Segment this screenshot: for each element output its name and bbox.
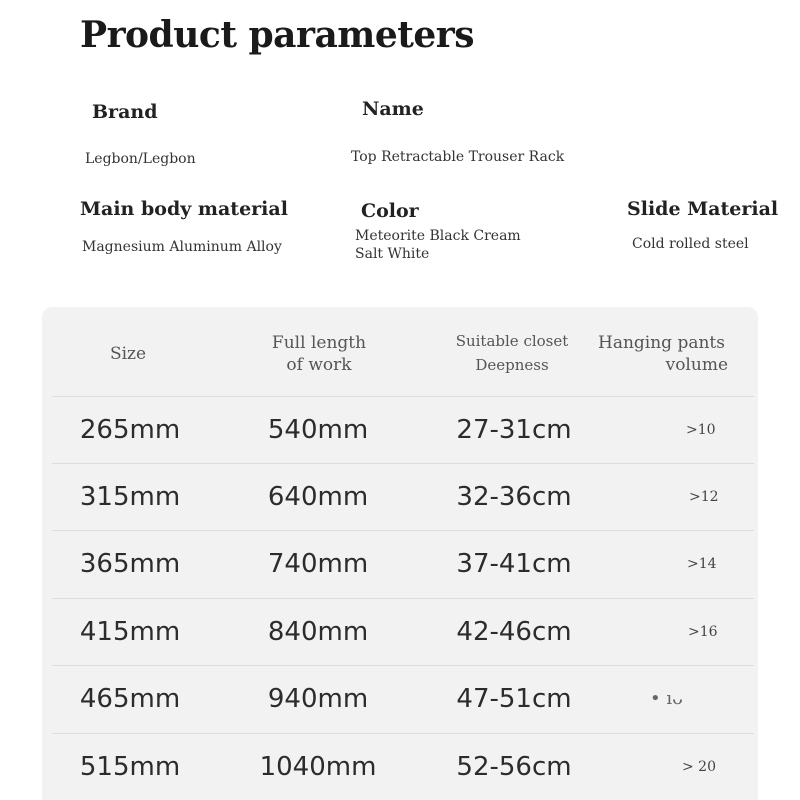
depth-cell: 47-51cm	[456, 684, 572, 714]
table-row	[52, 598, 754, 664]
color-value-line2: Salt White	[355, 246, 430, 262]
length-cell: 740mm	[267, 549, 369, 579]
volume-cell: >10	[686, 422, 716, 438]
depth-cell: 42-46cm	[456, 617, 572, 647]
table-row	[52, 665, 754, 731]
header-closet-line2: Deepness	[475, 356, 549, 374]
brand-label: Brand	[92, 101, 158, 123]
depth-cell: 27-31cm	[456, 415, 572, 445]
color-label: Color	[361, 200, 419, 222]
volume-cell: >16	[688, 624, 718, 640]
size-cell: 515mm	[79, 752, 181, 782]
volume-cell: >14	[687, 556, 717, 572]
header-full-length-line2: of work	[286, 355, 352, 375]
table-row	[52, 463, 754, 529]
volume-cell: • ıᴗ	[650, 688, 683, 709]
slide-material-label: Slide Material	[627, 198, 779, 220]
header-closet-line1: Suitable closet	[455, 332, 569, 350]
length-cell: 640mm	[267, 482, 369, 512]
name-value: Top Retractable Trouser Rack	[351, 149, 565, 165]
header-volume-line2: volume	[665, 355, 728, 375]
material-label: Main body material	[80, 198, 288, 220]
slide-material-value: Cold rolled steel	[632, 236, 749, 252]
table-row	[52, 530, 754, 596]
volume-cell: >12	[689, 489, 719, 505]
length-cell: 840mm	[267, 617, 369, 647]
header-size: Size	[109, 344, 147, 364]
page-title: Product parameters	[80, 14, 475, 56]
size-cell: 415mm	[79, 617, 181, 647]
size-cell: 365mm	[79, 549, 181, 579]
depth-cell: 32-36cm	[456, 482, 572, 512]
length-cell: 540mm	[267, 415, 369, 445]
depth-cell: 37-41cm	[456, 549, 572, 579]
depth-cell: 52-56cm	[456, 752, 572, 782]
material-value: Magnesium Aluminum Alloy	[82, 239, 282, 255]
table-row	[52, 396, 754, 462]
name-label: Name	[362, 98, 424, 120]
size-cell: 265mm	[79, 415, 181, 445]
header-volume-line1: Hanging pants	[598, 333, 725, 353]
length-cell: 940mm	[267, 684, 369, 714]
length-cell: 1040mm	[259, 752, 377, 782]
table-row	[52, 733, 754, 799]
header-full-length-line1: Full length	[271, 333, 367, 353]
brand-value: Legbon/Legbon	[85, 151, 196, 167]
size-cell: 315mm	[79, 482, 181, 512]
volume-cell: > 20	[682, 759, 716, 775]
color-value-line1: Meteorite Black Cream	[355, 228, 521, 244]
size-cell: 465mm	[79, 684, 181, 714]
